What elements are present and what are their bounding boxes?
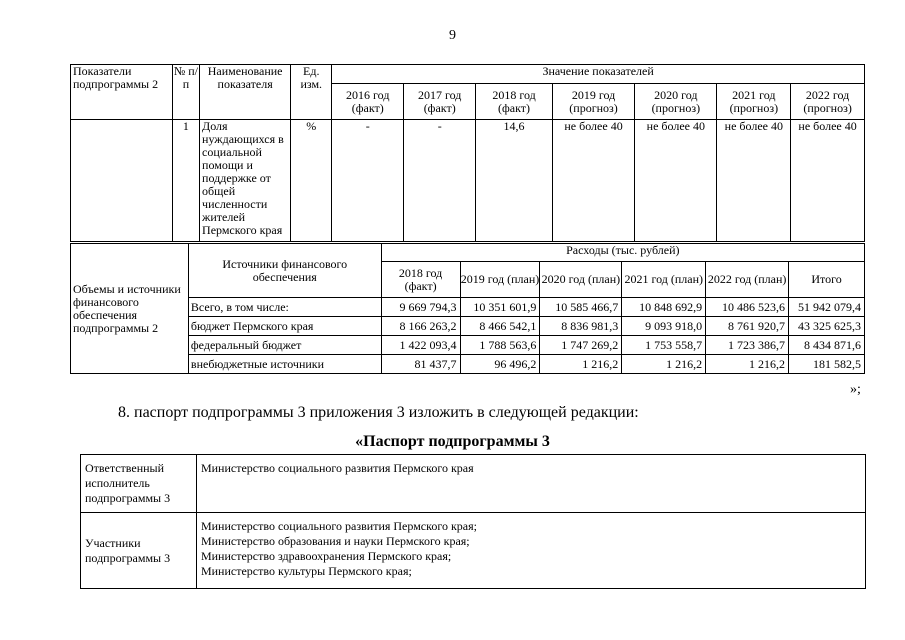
indicator-value: не более 40 xyxy=(552,120,634,242)
year-header: 2018 год (факт) xyxy=(381,262,460,298)
table-row xyxy=(71,298,865,317)
amount: 1 422 093,4 xyxy=(381,336,460,355)
year-header: 2018 год (факт) xyxy=(476,84,553,120)
participants-label: Участники подпрограммы 3 xyxy=(81,513,197,589)
amount: 10 848 692,9 xyxy=(622,298,706,317)
year-header: 2016 год (факт) xyxy=(332,84,404,120)
financing-table xyxy=(70,243,865,374)
amount: 1 753 558,7 xyxy=(622,336,706,355)
amount: 8 166 263,2 xyxy=(381,317,460,336)
amount: 1 788 563,6 xyxy=(460,336,540,355)
indicator-unit: % xyxy=(291,120,332,242)
indicator-value: не более 40 xyxy=(635,120,717,242)
table-row xyxy=(71,317,865,336)
source-name: внебюджетные источники xyxy=(188,355,381,374)
participant-item: Министерство образования и науки Пермского края; xyxy=(200,534,470,548)
participant-item: Министерство социального развития Пермского края; xyxy=(200,519,477,533)
amount: 51 942 079,4 xyxy=(789,298,865,317)
responsible-value: Министерство социального развития Пермского края xyxy=(196,455,865,513)
year-header: 2021 год (прогноз) xyxy=(717,84,791,120)
name-header: Наименование показателя xyxy=(200,65,291,120)
financing-label: Объемы и источники финансового обеспечения подпрограммы 2 xyxy=(71,244,189,374)
amount: 1 747 269,2 xyxy=(540,336,622,355)
unit-header: Ед. изм. xyxy=(291,65,332,120)
page-number: 9 xyxy=(449,28,456,43)
amount: 8 466 542,1 xyxy=(460,317,540,336)
indicator-value: - xyxy=(332,120,404,242)
row-number: 1 xyxy=(172,120,199,242)
amount: 8 761 920,7 xyxy=(706,317,789,336)
passport-table xyxy=(80,454,866,589)
year-header: 2020 год (план) xyxy=(540,262,622,298)
source-name: федеральный бюджет xyxy=(188,336,381,355)
values-header: Значение показателей xyxy=(332,65,865,84)
amount: 1 216,2 xyxy=(622,355,706,374)
passport-heading: «Паспорт подпрограммы 3 xyxy=(355,433,550,450)
amount: 8 836 981,3 xyxy=(540,317,622,336)
year-header: 2020 год (прогноз) xyxy=(635,84,717,120)
table-row xyxy=(71,336,865,355)
participant-item: Министерство здравоохранения Пермского края; xyxy=(200,549,452,563)
indicator-value: не более 40 xyxy=(791,120,865,242)
table-row xyxy=(81,455,866,513)
amount: 181 582,5 xyxy=(789,355,865,374)
year-header: 2017 год (факт) xyxy=(404,84,476,120)
year-header: 2022 год (прогноз) xyxy=(791,84,865,120)
amount: 9 093 918,0 xyxy=(622,317,706,336)
amount: 43 325 625,3 xyxy=(789,317,865,336)
clause-text: 8. паспорт подпрограммы 3 приложения 3 изложить в следующей редакции: xyxy=(118,404,639,421)
indicator-value: 14,6 xyxy=(476,120,553,242)
empty-cell xyxy=(71,120,173,242)
table-row xyxy=(81,513,866,589)
sources-header: Источники финансового обеспечения xyxy=(188,244,381,298)
amount: 10 585 466,7 xyxy=(540,298,622,317)
num-header: № п/п xyxy=(172,65,199,120)
table-row xyxy=(71,355,865,374)
amount: 1 216,2 xyxy=(540,355,622,374)
source-name: Всего, в том числе: xyxy=(188,298,381,317)
indicators-table xyxy=(70,64,865,242)
responsible-label: Ответственный исполнитель подпрограммы 3 xyxy=(81,455,197,513)
year-header: 2021 год (план) xyxy=(622,262,706,298)
amount: 10 351 601,9 xyxy=(460,298,540,317)
amount: 8 434 871,6 xyxy=(789,336,865,355)
indicators-header: Показатели подпрограммы 2 xyxy=(71,65,173,120)
year-header: 2019 год (план) xyxy=(460,262,540,298)
amount: 1 216,2 xyxy=(706,355,789,374)
participants-list xyxy=(196,513,865,589)
amount: 1 723 386,7 xyxy=(706,336,789,355)
year-header: 2022 год (план) xyxy=(706,262,789,298)
source-name: бюджет Пермского края xyxy=(188,317,381,336)
indicator-value: не более 40 xyxy=(717,120,791,242)
amount: 9 669 794,3 xyxy=(381,298,460,317)
indicator-name: Доля нуждающихся в социальной помощи и поддержке от общей численности жителей Пермского края xyxy=(200,120,291,242)
year-header: 2019 год (прогноз) xyxy=(552,84,634,120)
expenses-header: Расходы (тыс. рублей) xyxy=(381,244,864,262)
participant-item: Министерство культуры Пермского края; xyxy=(200,564,412,578)
amount: 10 486 523,6 xyxy=(706,298,789,317)
indicator-value: - xyxy=(404,120,476,242)
closing-quote: »; xyxy=(850,382,861,397)
amount: 96 496,2 xyxy=(460,355,540,374)
total-header: Итого xyxy=(789,262,865,298)
amount: 81 437,7 xyxy=(381,355,460,374)
